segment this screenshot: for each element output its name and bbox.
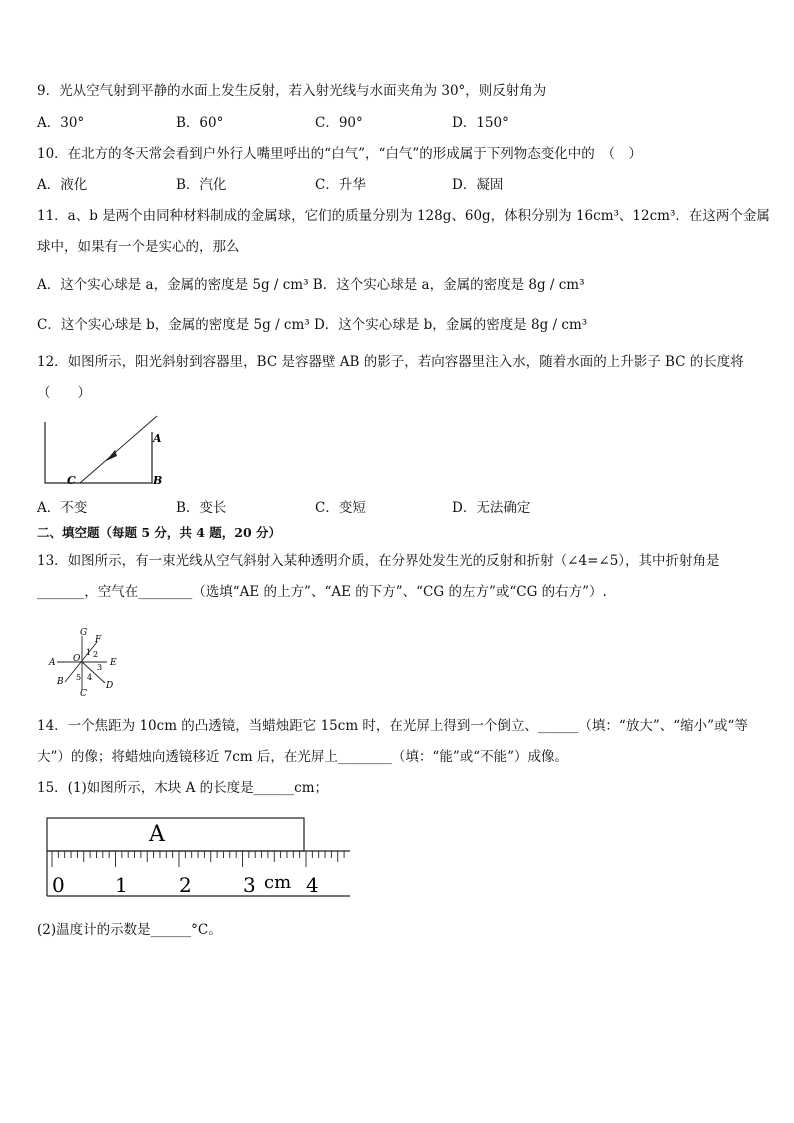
angle-label-3: 3 [97,663,103,672]
q9-stem: 9．光从空气射到平静的水面上发生反射，若入射光线与水面夹角为 30°，则反射角为 [37,83,547,99]
section-heading: 二、填空题（每题 5 分，共 4 题，20 分） [37,525,282,540]
q12-options [37,499,757,517]
ruler-number-3: 3 [243,873,256,897]
block-label: A [149,822,165,847]
q9-option-d[interactable]: D．150° [452,115,509,131]
q10-options [37,176,757,194]
ruler-number-0: 0 [52,873,65,897]
label-b: B [153,474,163,487]
q10-option-a[interactable]: A．液化 [37,177,88,193]
ruler-unit: cm [264,872,292,893]
q12-option-d[interactable]: D．无法确定 [452,500,531,516]
q9-option-b[interactable]: B．60° [176,115,224,131]
label-a: A [153,432,162,445]
sun-ray-line [80,416,157,483]
q10-option-b[interactable]: B．汽化 [176,177,227,193]
q15-part2: (2)温度计的示数是______°C。 [37,922,222,938]
angle-label-5: 5 [76,673,82,682]
q14-stem-line1: 14．一个焦距为 10cm 的凸透镜，当蜡烛距它 15cm 时，在光屏上得到一个倒立、______（填：“放大”、“缩小”或“等 [37,718,748,734]
q13-stem-line1: 13．如图所示，有一束光线从空气斜射入某种透明介质，在分界处发生光的反射和折射（∠4=∠5），其中折射角是 [37,553,720,569]
wooden-block-a [47,818,304,851]
ruler-number-4: 4 [306,873,319,897]
q12-container-figure [40,410,170,490]
q10-option-c[interactable]: C．升华 [315,177,366,193]
ruler-number-1: 1 [115,873,128,897]
angle-label-2: 2 [93,650,99,659]
label-g: G [80,628,88,638]
ruler-ticks [52,851,344,867]
angle-label-4: 4 [87,673,93,682]
ruler-number-2: 2 [179,873,192,897]
ray-arrow-icon [106,450,117,461]
label-c: C [80,689,87,698]
label-e: E [110,658,117,668]
label-a: A [49,658,56,668]
q11-stem-line2: 球中，如果有一个是实心的，那么 [37,239,240,255]
q13-refraction-figure [45,626,130,698]
q9-option-a[interactable]: A．30° [37,115,85,131]
q13-stem-line2: _______，空气在________（选填“AE 的上方”、“AE 的下方”、“CG 的左方”或“CG 的右方”）. [37,584,607,600]
q11-options-line1[interactable]: A．这个实心球是 a，金属的密度是 5g / cm³ B．这个实心球是 a，金属的密度是 8g / cm³ [37,277,585,293]
q14-stem-line2: 大”）的像；将蜡烛向透镜移近 7cm 后，在光屏上________（填：“能”或“不能”）成像。 [37,749,569,765]
label-c: C [67,474,76,487]
label-f: F [95,635,102,645]
q12-stem-line1: 12．如图所示，阳光斜射到容器里，BC 是容器壁 AB 的影子，若向容器里注入水，随着水面的上升影子 BC 的长度将 [37,354,744,370]
q9-option-c[interactable]: C．90° [315,115,363,131]
q9-options [37,114,757,132]
q10-option-d[interactable]: D．凝固 [452,177,504,193]
q15-part1: 15．(1)如图所示，木块 A 的长度是______cm； [37,780,328,796]
q12-stem-line2: （ ） [37,385,91,401]
q12-option-a[interactable]: A．不变 [37,500,88,516]
angle-label-1: 1 [86,648,92,657]
label-d: D [106,681,114,691]
label-b: B [57,677,64,687]
q15-ruler-figure [40,812,360,902]
q11-stem-line1: 11．a、b 是两个由同种材料制成的金属球，它们的质量分别为 128g、60g，体积分别为 16cm³、12cm³．在这两个金属 [37,208,770,224]
container-outline [45,422,152,483]
q10-stem: 10．在北方的冬天常会看到户外行人嘴里呼出的“白气”，“白气”的形成属于下列物态变化中的 （ ） [37,146,643,162]
label-o: O [73,654,81,664]
q12-option-b[interactable]: B．变长 [176,500,227,516]
q11-options-line2[interactable]: C．这个实心球是 b，金属的密度是 5g / cm³ D．这个实心球是 b，金属的密度是 8g / cm³ [37,317,588,333]
q12-option-c[interactable]: C．变短 [315,500,366,516]
